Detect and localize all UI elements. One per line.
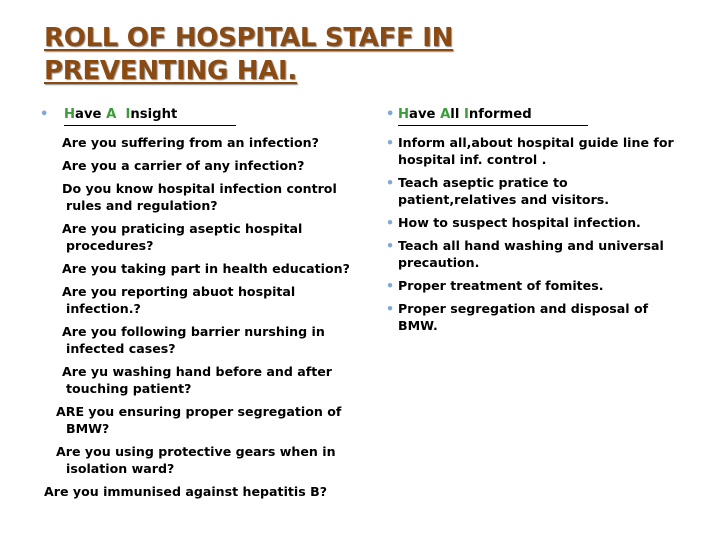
action-text: How to suspect hospital infection. <box>398 215 641 230</box>
question-item <box>40 220 360 254</box>
left-heading-text <box>64 104 177 126</box>
action-item <box>386 174 706 208</box>
question-item <box>40 443 360 477</box>
action-text: Inform all,about hospital guide line for <box>398 135 674 150</box>
bullet-icon: • <box>386 135 395 150</box>
right-heading-text <box>398 104 532 126</box>
heading-letter: H <box>398 107 410 122</box>
question-item <box>40 283 360 317</box>
question-text: Are you reporting abuot hospital <box>62 284 296 299</box>
bullet-icon: • <box>386 215 395 230</box>
bullet-icon: • <box>386 107 395 122</box>
action-item <box>386 214 706 231</box>
heading-letter: A <box>106 107 117 122</box>
heading-letter: I <box>125 107 131 122</box>
question-text: Are you using protective gears when in <box>56 444 336 459</box>
question-text-continued: BMW? <box>66 421 110 436</box>
question-item <box>40 363 360 397</box>
question-text: Are you immunised against hepatitis B? <box>44 484 328 499</box>
heading-word-part: ave <box>409 107 441 122</box>
question-text-continued: procedures? <box>66 238 154 253</box>
question-text: Do you know hospital infection control <box>62 181 337 196</box>
bullet-icon: • <box>386 301 395 316</box>
bullet-icon: • <box>386 238 395 253</box>
slide-title-line-1: ROLL OF HOSPITAL STAFF IN <box>44 23 454 53</box>
question-item <box>40 403 360 437</box>
left-heading <box>40 104 360 126</box>
bullet-icon: • <box>386 175 395 190</box>
question-text-continued: isolation ward? <box>66 461 175 476</box>
question-item <box>40 180 360 214</box>
heading-word-part: nsight <box>130 107 178 122</box>
action-text: Teach all hand washing and universal <box>398 238 664 253</box>
question-item <box>40 134 360 151</box>
question-text: Are you a carrier of any infection? <box>62 158 305 173</box>
question-text-continued: rules and regulation? <box>66 198 218 213</box>
heading-underline <box>398 125 588 126</box>
question-text: Are you taking part in health education? <box>62 261 350 276</box>
action-item <box>386 134 706 168</box>
bullet-icon: • <box>386 278 395 293</box>
slide-title <box>44 22 564 88</box>
action-item <box>386 300 706 334</box>
question-text-continued: touching patient? <box>66 381 192 396</box>
question-text-continued: infected cases? <box>66 341 176 356</box>
action-text-continued: hospital inf. control . <box>398 152 547 167</box>
heading-letter: A <box>440 107 451 122</box>
question-text: ARE you ensuring proper segregation of <box>56 404 342 419</box>
right-column <box>386 104 706 340</box>
action-text: Proper segregation and disposal of <box>398 301 649 316</box>
heading-word-part: ll <box>450 107 464 122</box>
heading-letter: H <box>64 107 76 122</box>
action-text-continued: patient,relatives and visitors. <box>398 192 610 207</box>
heading-underline <box>64 125 236 126</box>
heading-word-part: nformed <box>468 107 532 122</box>
question-text: Are you suffering from an infection? <box>62 135 319 150</box>
action-text-continued: BMW. <box>398 318 438 333</box>
question-text: Are you praticing aseptic hospital <box>62 221 303 236</box>
heading-letter: I <box>463 107 469 122</box>
action-list <box>386 134 706 334</box>
right-heading <box>386 104 706 126</box>
action-text: Proper treatment of fomites. <box>398 278 604 293</box>
question-item <box>40 483 360 500</box>
slide-title-line-2: PREVENTING HAI. <box>44 56 297 86</box>
question-item <box>40 157 360 174</box>
action-item <box>386 237 706 271</box>
question-item <box>40 260 360 277</box>
action-text-continued: precaution. <box>398 255 480 270</box>
bullet-icon: • <box>40 107 49 122</box>
heading-word-part: ave <box>75 107 107 122</box>
question-item <box>40 323 360 357</box>
question-list <box>40 134 360 500</box>
left-column <box>40 104 360 506</box>
question-text: Are yu washing hand before and after <box>62 364 332 379</box>
action-item <box>386 277 706 294</box>
question-text: Are you following barrier nurshing in <box>62 324 325 339</box>
question-text-continued: infection.? <box>66 301 141 316</box>
action-text: Teach aseptic pratice to <box>398 175 568 190</box>
